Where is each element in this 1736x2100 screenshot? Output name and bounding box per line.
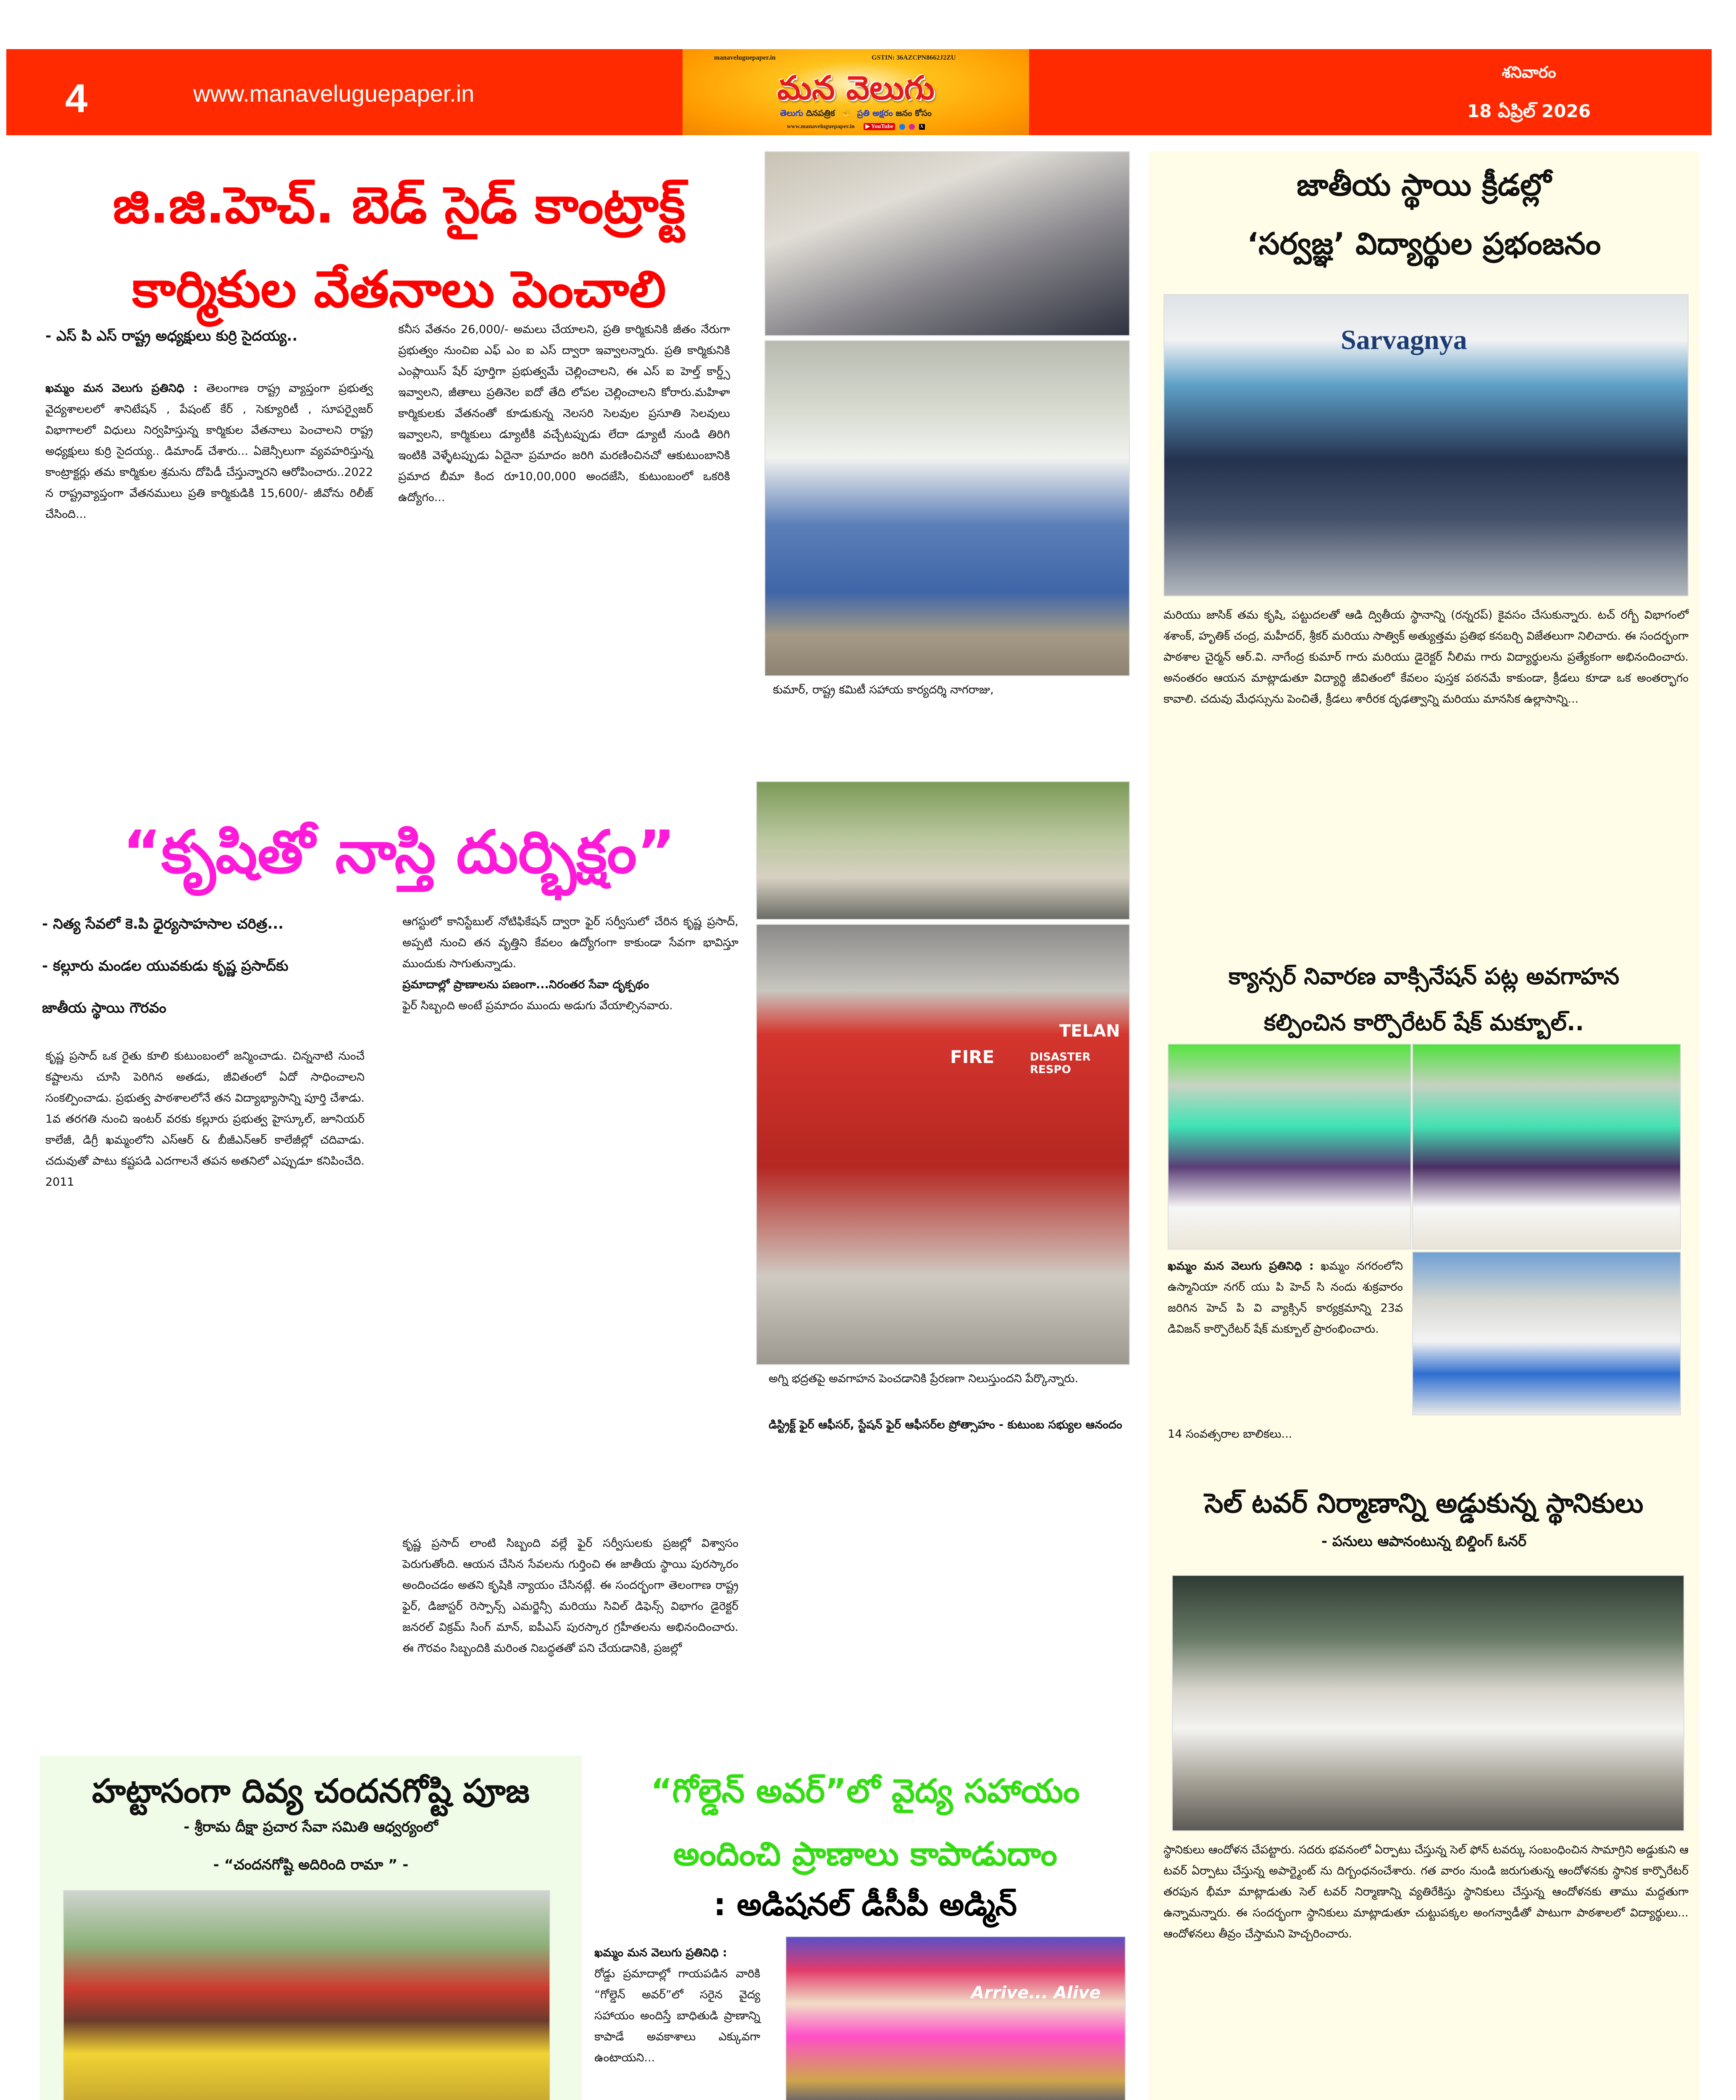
article2-caption-subhead: డిస్ట్రిక్ట్ ఫైర్ ఆఫీసర్, స్టేషన్ ఫైర్ ఆఫీసర్‌ల ప్రోత్సాహం - కుటుంబ సభ్యుల ఆనందం	[769, 1418, 1122, 1431]
article2-sub2: - కల్లూరు మండల యువకుడు కృష్ణ ప్రసాద్‌కు	[42, 958, 289, 974]
right4-headline	[1151, 2096, 1697, 2100]
article2-column2-lower: కృష్ణ ప్రసాద్ లాంటి సిబ్బంది వల్లే ఫైర్ సర్వీసులకు ప్రజల్లో విశ్వాసం పెరుగుతోంది. ఆయన చేసిన సేవలను గుర్తించి ఈ జాతీయ స్థాయి పురస్కారం అందించడం అతని కృషికి న్యాయం చేసినట్లే. ఈ సందర్భంగా తెలంగాణ రాష్ట్ర ఫైర్, డిజాస్టర్ రెస్పాన్స్ ఎమర్జెన్సీ మరియు సివిల్ డిఫెన్స్ విభాగం డైరెక్టర్ జనరల్ విక్రమ్ సింగ్ మాన్, ఐపీఎస్ పురస్కార గ్రహీతలను అభినందించారు. ఈ గౌరవం సిబ్బందికి మరింత నిబద్ధతతో పని చేయడానికి, ప్రజల్లో	[402, 1537, 738, 1655]
right2-headline-line2: కల్పించిన కార్పొరేటర్ షేక్ మక్బూల్..	[1263, 1009, 1584, 1036]
right2-photo-3	[1412, 1252, 1681, 1415]
right2-tail: 14 సంవత్సరాల బాలికలు...	[1168, 1428, 1292, 1441]
article2-headline: “కృషితో నాస్తి దుర్భిక్షం”	[122, 818, 676, 887]
tagline-c: ప్రతి అక్షరం	[857, 108, 893, 118]
instagram-icon	[909, 124, 915, 130]
logo-web-row	[683, 123, 1029, 130]
bottom-mid-headline-line2: అందించి ప్రాణాలు కాపాడుదాం	[673, 1835, 1058, 1873]
article2-photo-demo	[756, 781, 1130, 920]
right2-body-text: ఖమ్మం నగరంలోని ఉస్మానియా నగర్ యు పి హెచ్ సి నందు శుక్రవారం జరిగిన హెచ్ పి వి వ్యాక్సిన్ కార్యక్రమాన్ని 23వ డివిజన్ కార్పొరేటర్ షేక్ మక్బూల్ ప్రారంభించారు.	[1168, 1260, 1403, 1336]
article2-caption: అగ్ని భద్రతపై అవగాహన పెంచడానికి ప్రేరణగా నిలుస్తుందని పేర్కొన్నారు.	[769, 1372, 1079, 1385]
page-number: 4	[65, 76, 88, 121]
article1-headline	[42, 164, 756, 332]
logo-web: www.manaveluguepaper.in	[787, 123, 855, 130]
right2-photo-2	[1412, 1044, 1681, 1250]
article2-column2	[402, 911, 738, 1016]
tagline-a: తెలుగు	[780, 108, 804, 118]
bottom-mid-headline-line3: : అడిషనల్ డీసీపీ అడ్మిన్	[713, 1887, 1017, 1923]
right3-body: స్థానికులు ఆందోళన చేపట్టారు. సదరు భవనంలో ఏర్పాటు చేస్తున్న సెల్ ఫోన్ టవర్కు సంబంధించిన సామాగ్రిని అడ్డుకుని ఆ టవర్ ఏర్పాటు చేస్తున్న అపార్ట్మెంట్ ను దిగ్బంధనంచేశారు. గత వారం నుండి జరుగుతున్న ఆందోళనకు స్థానిక కార్పొరేటర్ తరపున భీమా మాట్లాడుతు సెల్ టవర్ నిర్మాణాన్ని వ్యతిరేకిస్తు స్థానికులు చేస్తున్న ఆందోళనకు తాము మద్దతుగా ఉన్నామన్నారు. ఈ సందర్భంగా స్థానికులు మాట్లాడుతూ చుట్టుపక్కల అంగన్వాడీతో పాటుగా పాఠశాలలో విద్యార్థులు... ఆందోళనలు తీవ్రం చేస్తామని హెచ్చరించారు.	[1163, 1843, 1689, 1940]
article2-caption-sub	[769, 1415, 1130, 1435]
bottom-mid-headline-line1: “గోల్డెన్ అవర్”లో వైద్య సహాయం	[651, 1772, 1080, 1810]
article1-photo-group	[764, 340, 1130, 676]
right3-headline: సెల్ టవర్ నిర్మాణాన్ని అడ్డుకున్న స్థానికులు	[1204, 1488, 1644, 1519]
weekday: శనివారం	[1502, 63, 1556, 81]
right1-headline-line2: ‘సర్వజ్ఞ’ విద్యార్థుల ప్రభంజనం	[1247, 226, 1601, 261]
right2-byline: ఖమ్మం మన వెలుగు ప్రతినిధి :	[1168, 1260, 1314, 1273]
article2-sub3: జాతీయ స్థాయి గౌరవం	[42, 1000, 166, 1016]
right2-body	[1168, 1256, 1403, 1340]
tagline-b: దినపత్రిక	[806, 108, 835, 118]
article2-photo-firetruck	[756, 924, 1130, 1365]
arrive-alive-banner-text: Arrive... Alive	[971, 1983, 1101, 2003]
logo-tagline	[683, 108, 1029, 120]
newspaper-logo	[683, 49, 1029, 135]
facebook-icon	[899, 124, 905, 130]
truck-text-disaster: DISASTER RESPO	[1030, 1051, 1091, 1076]
right1-photo-students	[1163, 294, 1689, 596]
right3-photo-protest	[1172, 1575, 1684, 1831]
photo-banner-text: Sarvagnya	[1341, 325, 1467, 355]
right2-headline	[1151, 953, 1697, 1046]
right2-headline-line1: క్యాన్సర్ నివారణ వాక్సినేషన్ పట్ల అవగాహన	[1228, 963, 1620, 990]
website-link[interactable]: www.manaveluguepaper.in	[193, 80, 475, 107]
bottom-left-sub1: - శ్రీరామ దీక్షా ప్రచార సేవా సమితి ఆధ్వర్యంలో	[184, 1819, 438, 1835]
article2-col2-subhead: ప్రమాదాల్లో ప్రాణాలను పణంగా...నిరంతర సేవా దృక్పథం	[402, 978, 649, 991]
article1-subhead: - ఎస్ పి ఎస్ రాష్ట్ర అధ్యక్షులు కుర్రి సైదయ్య..	[45, 328, 298, 344]
article1-photo-meeting	[764, 151, 1130, 336]
bottom-mid-photo-stage	[785, 1936, 1126, 2100]
right3-subhead: - పనులు ఆపానంటున్న బిల్డింగ్ ఓనర్	[1321, 1533, 1527, 1550]
bottom-left-headline: హట్టాసంగా దివ్య చందనగోష్టి పూజ	[92, 1772, 530, 1810]
bottom-mid-headline	[588, 1760, 1142, 1886]
pen-fist-icon: ✊	[838, 108, 854, 118]
right1-headline-line1: జాతీయ స్థాయి క్రీడల్లో	[1296, 167, 1552, 202]
bottom-mid-body1-text: రోడ్డు ప్రమాదాల్లో గాయపడిన వారికి “గోల్డెన్ అవర్”లో సరైన వైద్య సహాయం అందిస్తే బాధితుడి ప్రాణాన్ని కాపాడే అవకాశాలు ఎక్కువగా ఉంటాయని...	[594, 1967, 760, 2064]
tagline-d: జనం కోసం	[896, 108, 932, 118]
issue-date: 18 ఏప్రిల్ 2026	[1467, 101, 1591, 121]
article1-column2: కనీస వేతనం 26,000/- అమలు చేయాలని, ప్రతి కార్మికునికి జీతం నేరుగా ప్రభుత్వం నుంచిఐ ఎఫ్ ఎం ఐ ఎస్ ద్వారా ఇవ్వాలన్నారు. ప్రతి కార్మికునికి ఎంప్లాయిస్ షేర్ పూర్తిగా ప్రభుత్వమే చెల్లించాలని, ఈ ఎస్ ఐ హెల్త్ కార్డ్స్ ఇవ్వాలని, జీతాలు ప్రతినెల ఐదో తేది లోపల చెల్లించాలని కోరారు.మహిళా కార్మికులకు వేతనంతో కూడుకున్న నెలసరి సెలవుల ప్రసూతి సెలవులు ఇవ్వాలని, కార్మికులు డ్యూటీకి వచ్చేటప్పుడు లేదా డ్యూటీ నుండి తిరిగి ఇంటికి వెళ్ళేటప్పుడు ఏదైనా ప్రమాదం జరిగి మరణించినచో ఆకుటుంబానికి ప్రమాద బీమా కింద రూ10,00,000 అందజేసి, కుటుంబంలో ఒకరికి ఉద్యోగం...	[398, 323, 730, 504]
article1-col1-text: తెలంగాణ రాష్ట్ర వ్యాప్తంగా ప్రభుత్వ వైద్యశాలలలో శానిటేషన్ , పేషంట్ కేర్ , సెక్యూరిటీ , సూపర్వైజర్ విభాగాలలో విధులు నిర్వహిస్తున్న కార్మికుల వేతనాలు పెంచాలని రాష్ట్ర అధ్యక్షులు కుర్రి సైదయ్య.. డిమాండ్ చేశారు... ఏజెన్సీలుగా వ్యవహరిస్తున్న కాంట్రాక్టర్లు తమ కార్మికుల శ్రమను దోపిడీ చేస్తున్నారని ఆరోపించారు..2022 న రాష్ట్రవ్యాప్తంగా వేతనములు ప్రతి కార్మికుడికి 15,600/- జీవోను రిలీజ్ చేసింది...	[45, 382, 373, 521]
article1-caption: కుమార్, రాష్ట్ర కమిటీ సహాయ కార్యదర్శి నాగరాజు,	[773, 683, 994, 696]
right2-photo-1	[1168, 1044, 1411, 1250]
right1-body: మరియు జాసిక్ తమ కృషి, పట్టుదలతో ఆడి ద్వితీయ స్థానాన్ని (రన్నరప్) కైవసం చేసుకున్నారు. టచ్ రగ్బీ విభాగంలో శశాంక్, హృతిక్ చంద్ర, మహీదర్, శ్రీకర్ మరియు సాత్విక్ అత్యుత్తమ ప్రతిభ కనబర్చి విజేతలుగా నిలిచారు. ఈ సందర్భంగా పాఠశాల చైర్మన్ ఆర్.వి. నాగేంద్ర కుమార్ గారు మరియు డైరెక్టర్ నీలిమ గారు విద్యార్థులను ప్రత్యేకంగా అభినందించారు. అనంతరం ఆయన మాట్లాడుతూ విద్యార్థి జీవితంలో కేవలం పుస్తక పఠనమే కాకుండా, క్రీడలు కూడా ఒక అంతర్భాగం కావాలి. చదువు మేధస్సును పెంచితే, క్రీడలు శారీరక దృఢత్వాన్ని మరియు మానసిక ఉల్లాసాన్ని...	[1163, 609, 1689, 706]
youtube-label: YouTube	[871, 123, 894, 130]
article1-headline-line1: జి.జి.హెచ్. బెడ్ సైడ్ కాంట్రాక్ట్	[113, 176, 685, 235]
logo-site: manaveluguepaper.in	[714, 54, 776, 61]
article1-headline-line2: కార్మికుల వేతనాలు పెంచాలి	[132, 260, 666, 319]
article1-byline: ఖమ్మం మన వెలుగు ప్రతినిధి :	[45, 382, 198, 395]
article2-col2b-text: ఫైర్ సిబ్బంది అంటే ప్రమాదం ముందు అడుగు వేయాల్సినవారు.	[402, 999, 673, 1012]
article2-column1: కృష్ణ ప్రసాద్ ఒక రైతు కూలి కుటుంబంలో జన్మించాడు. చిన్ననాటి నుంచే కష్టాలను చూసి పెరిగిన అతడు, జీవితంలో ఏదో సాధించాలని సంకల్పించాడు. ప్రభుత్వ పాఠశాలలోనే తన విద్యాభ్యాసాన్ని పూర్తి చేశాడు. 1వ తరగతి నుంచి ఇంటర్ వరకు కల్లూరు ప్రభుత్వ హైస్కూల్, జూనియర్ కాలేజీ, డిగ్రీ ఖమ్మంలోని ఎస్ఆర్ & బీజీఎన్ఆర్ కాలేజీల్లో చదివాడు. చదువుతో పాటు కష్టపడి ఎదగాలనే తపన అతనిలో ఎప్పుడూ కనిపించేది. 2011	[45, 1050, 365, 1189]
article2-col2-text: ఆగస్టులో కానిస్టేబుల్ నోటిఫికేషన్ ద్వారా ఫైర్ సర్వీసులో చేరిన కృష్ణ ప్రసాద్, అప్పటి నుంచి తన వృత్తిని కేవలం ఉద్యోగంగా కాకుండా సేవగా భావిస్తూ ముందుకు సాగుతున్నాడు.	[402, 915, 738, 970]
bottom-mid-body1	[594, 1942, 760, 2068]
truck-text-telangana: TELAN	[1059, 1021, 1120, 1041]
logo-gstin: GSTIN: 36AZCPN8662J2ZU	[872, 54, 956, 61]
bottom-left-photo-priests	[63, 1890, 550, 2100]
bottom-left-sub2: - “చందనగోష్టి అదిరింది రామా ” -	[213, 1856, 409, 1873]
right1-headline	[1151, 155, 1697, 273]
bottom-mid-byline: ఖమ్మం మన వెలుగు ప్రతినిధి :	[594, 1946, 727, 1959]
truck-text-fire: FIRE	[950, 1047, 995, 1067]
youtube-icon: ▶ YouTube	[864, 123, 895, 130]
logo-name: మన వెలుగు	[777, 69, 935, 107]
x-icon: X	[919, 124, 925, 130]
article1-column1	[45, 378, 373, 525]
article2-sub1: - నిత్య సేవలో కె.పి ధైర్యసాహసాల చరిత్ర...	[42, 916, 284, 932]
